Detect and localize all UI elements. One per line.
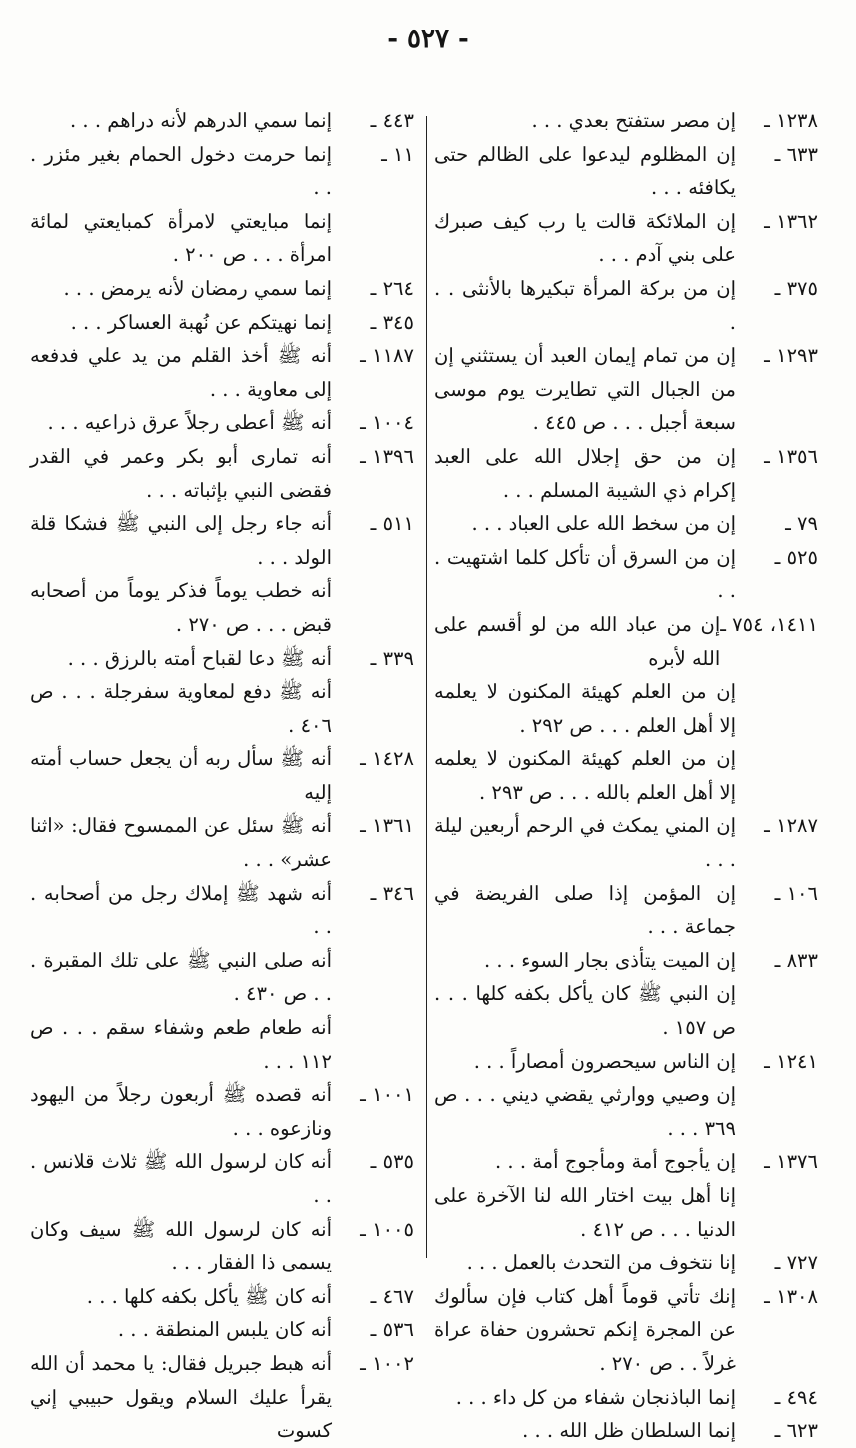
index-entry: [30, 440, 414, 507]
entry-number: ٦٢٣ ـ: [774, 1419, 818, 1443]
index-subentry: إن النبي ﷺ كان يأكل بكفه كلها . . . ص ١٥٧ .: [434, 982, 736, 1040]
index-subentry: أنه صلى النبي ﷺ على تلك المقبرة . . . ص ٤٣٠ .: [30, 948, 332, 1006]
entry-text: أنه تمارى أبو بكر وعمر في القدر فقضى النبي بإثباته . . .: [30, 444, 332, 502]
entry-text: إنما السلطان ظل الله . . .: [522, 1419, 736, 1443]
entry-number: ٥٣٦ ـ: [370, 1318, 414, 1342]
entry-number: ١٢٩٣ ـ: [764, 344, 818, 368]
entry-text: إنا نتخوف من التحدث بالعمل . . .: [466, 1251, 736, 1275]
index-entry: [434, 1280, 818, 1381]
entry-number: ١٣٦١ ـ: [360, 814, 414, 838]
entry-text: إن من حق إجلال الله على العبد إكرام ذي الشيبة المسلم . . .: [434, 444, 736, 502]
index-entry: [30, 642, 414, 676]
entry-text: أنه كان يلبس المنطقة . . .: [117, 1318, 332, 1342]
entry-number: ١٠٠٥ ـ: [360, 1217, 414, 1241]
entry-number: ٨٣٣ ـ: [774, 948, 818, 972]
entry-number: ١٣٩٦ ـ: [360, 444, 414, 468]
index-entry: [30, 507, 414, 574]
index-entry: [434, 440, 818, 507]
entry-text: أنه كان لرسول الله ﷺ سيف وكان يسمى ذا الفقار . . .: [30, 1217, 332, 1275]
entry-text: إن من عباد الله من لو أقسم على الله لأبره: [434, 612, 721, 670]
index-entry: [30, 272, 414, 306]
entry-text: إنما حرمت دخول الحمام بغير مئزر . . .: [30, 142, 332, 200]
entry-number: ١١٨٧ ـ: [360, 344, 414, 368]
index-entry: [30, 339, 414, 406]
entry-text: إن الناس سيحصرون أمصاراً . . .: [473, 1049, 736, 1073]
index-entry: [30, 1313, 414, 1347]
index-subentry: إن من العلم كهيئة المكنون لا يعلمه إلا أهل العلم . . . ص ٢٩٢ .: [434, 680, 736, 737]
left-column: [30, 104, 414, 1448]
index-entry: [434, 272, 818, 339]
index-subentry: أنه خطب يوماً فذكر يوماً من أصحابه قبض . . . ص ٢٧٠ .: [30, 579, 332, 636]
entry-text: أنه كان ﷺ يأكل بكفه كلها . . .: [86, 1284, 332, 1308]
entry-number: ١٠٠٤ ـ: [360, 411, 414, 435]
entry-text: أنه ﷺ سأل ربه أن يجعل حساب أمته إليه: [30, 747, 332, 804]
entry-number: ٤٩٤ ـ: [774, 1385, 818, 1409]
entry-number: ١٢٤١ ـ: [764, 1049, 818, 1073]
entry-text: أنه جاء رجل إلى النبي ﷺ فشكا قلة الولد . . .: [30, 512, 332, 569]
index-entry: [434, 1145, 818, 1179]
entry-text: أنه قصده ﷺ أربعون رجلاً من اليهود ونازعوه . . .: [30, 1083, 332, 1140]
entry-text: أنه شهد ﷺ إملاك رجل من أصحابه . . .: [30, 881, 332, 939]
entry-text: إن مصر ستفتح بعدي . . .: [531, 109, 736, 132]
index-entry: [30, 1078, 414, 1145]
entry-text: إن المؤمن إذا صلى الفريضة في جماعة . . .: [434, 881, 736, 939]
index-entry: [30, 306, 414, 340]
entry-number: ١٣٧٦ ـ: [764, 1150, 818, 1174]
entry-text: إن الميت يتأذى بجار السوء . . .: [484, 948, 736, 972]
index-entry: [30, 742, 414, 809]
index-entry: [30, 104, 414, 138]
index-entry: [434, 944, 818, 978]
entry-text: إن الملائكة قالت يا رب كيف صبرك على بني آدم . . .: [434, 209, 736, 267]
right-column: [434, 104, 818, 1448]
entry-text: أنه ﷺ سئل عن الممسوح فقال: «اثنا عشر» . . .: [30, 814, 332, 872]
entry-number: ١٢٨٧ ـ: [764, 814, 818, 838]
index-entry: [30, 809, 414, 876]
index-entry: [30, 1347, 414, 1448]
entry-number: ١٣٥٦ ـ: [764, 444, 818, 468]
entry-number: ٥١١ ـ: [370, 512, 414, 536]
entry-number: ١٢٣٨ ـ: [764, 109, 818, 132]
entry-number: ١٠٠١ ـ: [360, 1083, 414, 1107]
entry-text: أنه ﷺ أعطى رجلاً عرق ذراعيه . . .: [47, 411, 332, 435]
entry-number: ١٣٠٨ ـ: [764, 1284, 818, 1308]
index-subentry: أنه ﷺ دفع لمعاوية سفرجلة . . . ص ٤٠٦ .: [30, 680, 332, 737]
column-divider: [426, 116, 427, 1258]
entry-number: ٢٦٤ ـ: [370, 276, 414, 300]
entry-number: ٧٩ ـ: [785, 512, 818, 536]
index-entry: [434, 541, 818, 608]
page-number: - ٥٢٧ -: [387, 24, 469, 54]
index-entry: [30, 1280, 414, 1314]
entry-number: ١٠٦ ـ: [774, 881, 818, 905]
entry-number: ٣٤٦ ـ: [370, 881, 414, 905]
index-entry: [434, 877, 818, 944]
entry-text: إن من تمام إيمان العبد أن يستثني إن من الجبال التي تطايرت يوم موسى سبعة أجبل . . . ص ٤٤٥ .: [434, 344, 736, 435]
entry-text: إنك تأتي قوماً أهل كتاب فإن سألوك عن المجرة إنكم تحشرون حفاة عراة غرلاً . . ص ٢٧٠ .: [434, 1284, 736, 1375]
index-entry: [434, 608, 818, 675]
index-entry: [434, 339, 818, 440]
entry-text: إن من سخط الله على العباد . . .: [471, 512, 736, 536]
entry-text: أنه ﷺ أخذ القلم من يد علي فدفعه إلى معاوية . . .: [30, 344, 332, 401]
index-entry: [434, 1246, 818, 1280]
index-entry: [30, 1213, 414, 1280]
entry-text: إن المظلوم ليدعوا على الظالم حتى يكافئه . . .: [434, 142, 736, 200]
entry-number: ١٤٢٨ ـ: [360, 747, 414, 771]
entry-text: إنما سمي الدرهم لأنه دراهم . . .: [70, 109, 332, 132]
index-entry: [434, 809, 818, 876]
index-subentry: إنما مبايعتي لامرأة كمبايعتي لمائة امرأة . . . ص ٢٠٠ .: [30, 209, 332, 267]
entry-text: أنه هبط جبريل فقال: يا محمد أن الله يقرأ عليك السلام ويقول حبيبي إني كسوت: [30, 1351, 332, 1443]
entry-number: ٣٣٩ ـ: [370, 646, 414, 670]
entry-number: ١٤١١، ٧٥٤ ـ: [720, 612, 818, 636]
entry-text: أنه كان لرسول الله ﷺ ثلاث قلانس . . .: [30, 1150, 332, 1207]
entry-number: ٥٣٥ ـ: [370, 1150, 414, 1174]
entry-number: ١٣٦٢ ـ: [764, 209, 818, 233]
entry-number: ٧٢٧ ـ: [774, 1251, 818, 1275]
entry-number: ١١ ـ: [381, 142, 414, 166]
entry-text: إن المني يمكث في الرحم أربعين ليلة . . .: [434, 814, 736, 872]
index-subentry: أنه طعام طعم وشفاء سقم . . . ص ١١٢ . . .: [30, 1016, 332, 1073]
index-entry: [30, 877, 414, 944]
entry-number: ٤٦٧ ـ: [370, 1284, 414, 1308]
index-subentry: إن وصيي ووارثي يقضي ديني . . . ص ٣٦٩ . . .: [434, 1083, 736, 1140]
index-entry: [434, 138, 818, 205]
entry-text: أنه ﷺ دعا لقباح أمته بالرزق . . .: [67, 646, 332, 670]
entry-number: ٦٣٣ ـ: [774, 142, 818, 166]
entry-text: إن من السرق أن تأكل كلما اشتهيت . . .: [434, 545, 736, 603]
index-entry: [434, 1381, 818, 1415]
entry-text: إنما نهيتكم عن نُهبة العساكر . . .: [70, 310, 332, 334]
entry-text: إن من بركة المرأة تبكيرها بالأنثى . . .: [434, 276, 736, 334]
entry-number: ١٠٠٢ ـ: [360, 1351, 414, 1375]
index-entry: [30, 406, 414, 440]
index-entry: [434, 1045, 818, 1079]
entry-number: ٣٧٥ ـ: [774, 276, 818, 300]
entry-number: ٣٤٥ ـ: [370, 310, 414, 334]
entry-number: ٤٤٣ ـ: [370, 109, 414, 132]
entry-text: إنما الباذنجان شفاء من كل داء . . .: [455, 1385, 736, 1409]
index-entry: [434, 1414, 818, 1448]
entry-text: إن يأجوج أمة ومأجوج أمة . . .: [495, 1150, 736, 1174]
entry-number: ٥٢٥ ـ: [774, 545, 818, 569]
index-subentry: إن من العلم كهيئة المكنون لا يعلمه إلا أهل العلم بالله . . . ص ٢٩٣ .: [434, 747, 736, 804]
index-entry: [434, 104, 818, 138]
index-entry: [30, 138, 414, 205]
index-entry: [434, 507, 818, 541]
entry-text: إنما سمي رمضان لأنه يرمض . . .: [63, 276, 332, 300]
index-entry: [30, 1145, 414, 1212]
index-subentry: إنا أهل بيت اختار الله لنا الآخرة على الدنيا . . . ص ٤١٢ .: [434, 1184, 736, 1241]
index-entry: [434, 205, 818, 272]
